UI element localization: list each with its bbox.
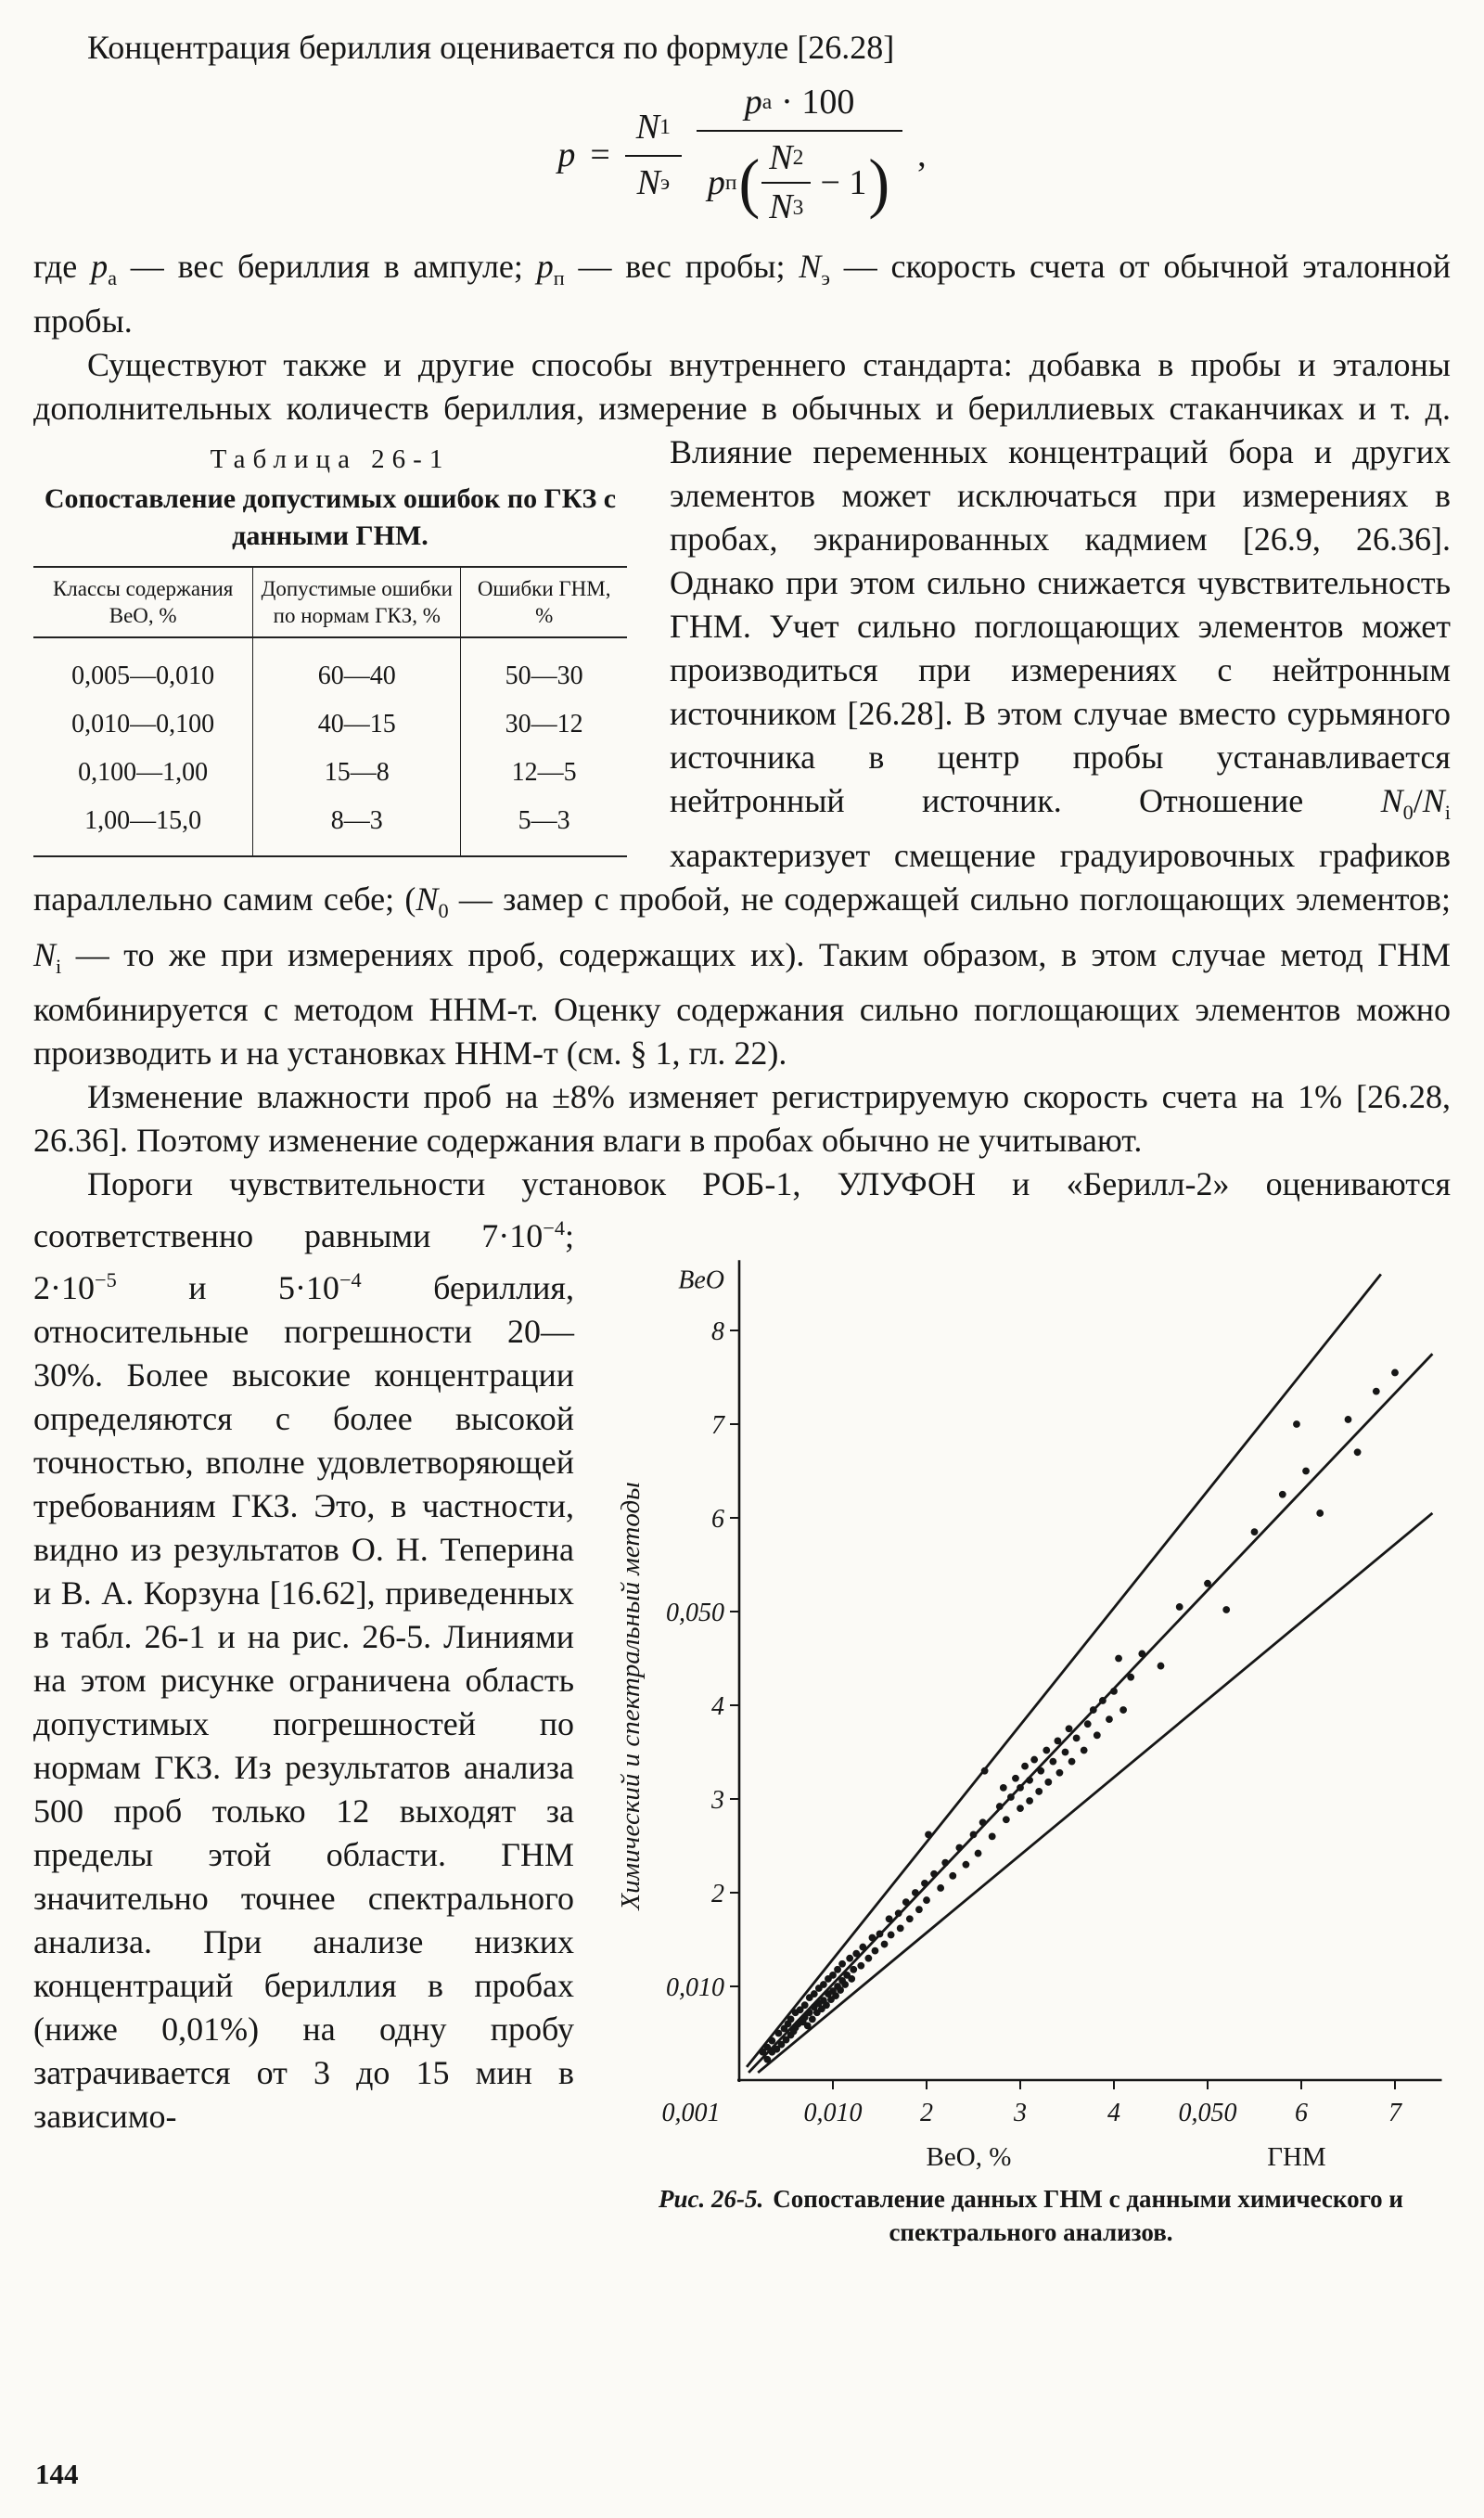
- svg-text:7: 7: [1388, 2098, 1401, 2127]
- table-title: Сопоставление допустимых ошибок по ГКЗ с данными ГНМ.: [44, 483, 617, 552]
- equals-sign: =: [590, 135, 610, 174]
- paragraph-intro: Концентрация бериллия оценивается по формуле [26.28]: [87, 29, 895, 66]
- svg-text:0,010: 0,010: [803, 2098, 863, 2127]
- table-cell: 60—40: [253, 637, 461, 700]
- table-row: [33, 700, 627, 749]
- paragraph-where: где $p_а$ — вес бериллия в ампуле; $p_п$ — вес пробы; $N_э$ — скорость счета от обычной эталонной пробы.: [33, 248, 1451, 340]
- svg-text:ГНМ: ГНМ: [1267, 2141, 1326, 2172]
- svg-text:8: 8: [711, 1317, 724, 1346]
- table-cell: 30—12: [461, 700, 627, 749]
- open-paren: (: [738, 146, 761, 220]
- column-header-gkz: Допустимые ошибки по нормам ГКЗ, %: [253, 567, 461, 637]
- fraction-main: [697, 81, 902, 230]
- table-cell: 0,010—0,100: [71, 710, 215, 739]
- svg-text:4: 4: [711, 1691, 724, 1721]
- svg-text:Химический и спектральный мето: Химический и спектральный методы: [616, 1482, 646, 1910]
- table-row: [33, 749, 627, 797]
- svg-text:0,001: 0,001: [661, 2098, 721, 2127]
- table-heading: Таблица 26-1: [210, 444, 451, 475]
- paragraph-standards: [33, 343, 1451, 1075]
- formula-subscript: 1: [659, 115, 671, 140]
- formula-symbol: p: [707, 162, 725, 202]
- svg-text:ВеО: ВеО: [678, 1265, 724, 1295]
- svg-text:2: 2: [920, 2098, 933, 2127]
- svg-text:7: 7: [711, 1410, 724, 1440]
- formula-symbol: N: [636, 162, 660, 202]
- fraction-n1-ne: [625, 106, 682, 205]
- paragraph-humidity: Изменение влажности проб на ±8% изменяет регистрируемую скорость счета на 1% [26.28, 26.36]. Поэтому изменение содержания влаги в пробах обычно не учитывают.: [33, 1077, 1451, 1159]
- table-cell: 15—8: [253, 749, 461, 797]
- table-cell: 0,100—1,00: [78, 758, 209, 788]
- formula: [33, 81, 1451, 230]
- table-cell: 50—30: [461, 637, 627, 700]
- scatter-plot: [611, 1210, 1451, 2175]
- standards-text-2: переменных концентраций бора и других элементов может исключаться при измерениях в пробах, экранированных кадмием [26.9, 26.36]. Однако при этом сильно снижается чувствительность ГНМ. Учет сильно поглощающих элементов может производиться при измерениях с нейтронным источником [26.28]. В этом случае вместо сурьмяного источника в центр пробы устанавливается нейтронный источник. Отношение $N_0/N_i$ характеризует смещение градуировочных графиков параллельно самим себе; ($N_0$ — замер с пробой, не содержащей сильно поглощающих элементов; $N_i$ — то же при измерениях проб, содержащих их). Таким образом, в этом случае метод ГНМ комбинируется с методом ННМ-т. Оценку содержания сильно поглощающих элементов можно производить и на установках ННМ-т (см. § 1, гл. 22).: [33, 433, 1452, 1072]
- svg-text:6: 6: [1295, 2098, 1308, 2127]
- table-header-row: [33, 567, 627, 637]
- table-26-1-block: [33, 442, 627, 857]
- formula-factor: · 100: [781, 83, 855, 122]
- svg-text:0,050: 0,050: [666, 1598, 724, 1627]
- formula-symbol: N: [769, 137, 793, 177]
- page-number: 144: [35, 2458, 79, 2490]
- paragraph-thresholds: [33, 1163, 1452, 2246]
- formula-symbol: N: [769, 187, 793, 227]
- svg-text:0,050: 0,050: [1178, 2098, 1237, 2127]
- formula-subscript: 2: [792, 145, 804, 170]
- svg-text:4: 4: [1107, 2098, 1120, 2127]
- column-header-gnm: Ошибки ГНМ, %: [461, 567, 627, 637]
- table-cell: 1,00—15,0: [84, 806, 202, 836]
- figure-caption-label: Рис. 26-5.: [659, 2184, 764, 2213]
- svg-text:3: 3: [711, 1785, 724, 1815]
- thresholds-text-1: Пороги чувствительности установок РОБ-1, УЛУФОН и: [87, 1164, 1030, 1202]
- formula-subscript: а: [761, 90, 773, 115]
- formula-symbol: p: [744, 83, 762, 122]
- table-cell: 0,005—0,010: [71, 662, 215, 691]
- svg-text:3: 3: [1014, 2098, 1027, 2127]
- formula-subscript: э: [659, 170, 671, 195]
- table-cell: 8—3: [253, 797, 461, 856]
- svg-text:0,010: 0,010: [666, 1972, 724, 2002]
- figure-caption-text: Сопоставление данных ГНМ с данными химического и спектрального анализов.: [773, 2184, 1403, 2246]
- figure-caption: [611, 2182, 1451, 2249]
- formula-subscript: п: [724, 170, 737, 195]
- close-paren: ): [868, 146, 890, 220]
- comparison-table: [33, 566, 627, 857]
- table-cell: 40—15: [253, 700, 461, 749]
- figure-26-5-block: [611, 1210, 1451, 2275]
- svg-text:2: 2: [711, 1879, 724, 1908]
- svg-text:ВеО, %: ВеО, %: [926, 2141, 1012, 2172]
- svg-text:6: 6: [711, 1504, 724, 1534]
- table-cell: 5—3: [461, 797, 627, 856]
- fraction-n2-n3: [761, 138, 811, 228]
- formula-subscript: 3: [792, 195, 804, 220]
- formula-symbol: N: [635, 107, 660, 147]
- formula-comma: ,: [917, 135, 927, 174]
- standards-text-1: Существуют также и другие способы внутреннего стандарта: добавка в пробы и эталоны дополнительных количеств бериллия, измерение в обычных и бериллиевых стаканчиках и т. д. Влияние: [33, 346, 1451, 471]
- formula-lhs: p: [557, 135, 576, 174]
- table-row: [33, 637, 627, 700]
- table-row: [33, 797, 627, 856]
- table-cell: 12—5: [461, 749, 627, 797]
- thresholds-text-2: «Берилл-2» оцениваются соответственно равными $7\cdot 10^{-4}$; $2\cdot 10^{-5}$ и $5\cdot 10^{-4}$ бериллия, относительные погрешности 20—30%. Более высокие концентрации определяются с более высокой точностью, вполне удовлетворяющей требованиям ГКЗ. Это, в частности, видно из результатов О. Н. Теперина и В. А. Корзуна [16.62], приведенных в табл. 26-1 и на рис. 26-5. Линиями на этом рисунке ограничена область допустимых погрешностей по нормам ГКЗ. Из результатов анализа 500 проб только 12 выходят за пределы этой области. ГНМ значительно точнее спектрального анализа. При анализе низких концентраций бериллия в пробах (ниже 0,01%) на одну пробу затрачивается от 3 до 15 мин в зависимо-: [33, 1164, 1452, 2135]
- column-header-classes: Классы содержания ВеО, %: [33, 567, 253, 637]
- minus-one: − 1: [820, 162, 867, 202]
